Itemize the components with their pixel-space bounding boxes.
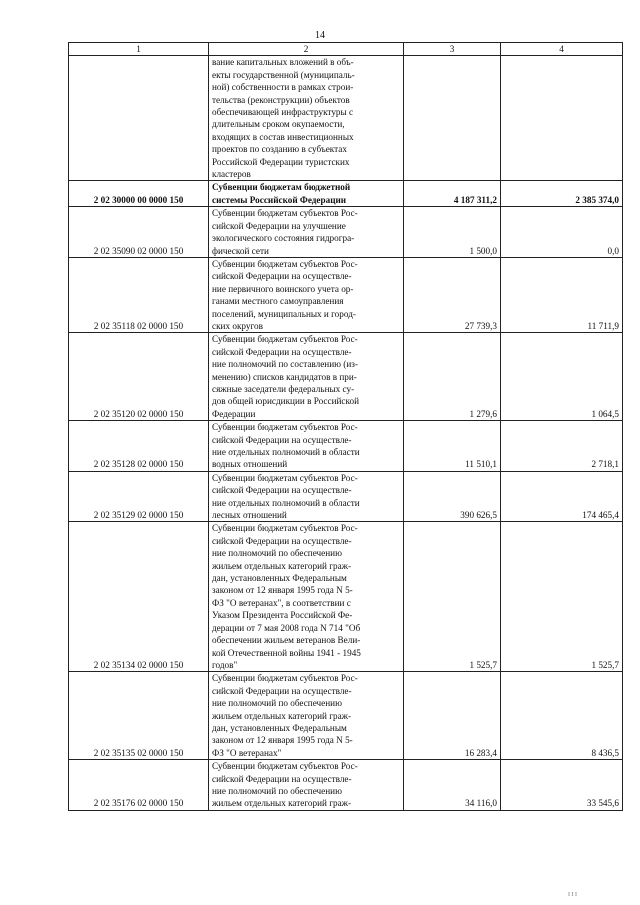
amount-column-3-cell: [404, 522, 501, 672]
description-cell: [209, 333, 404, 421]
amount-column-4-cell: [501, 760, 623, 811]
amount-column-4-cell: [501, 471, 623, 522]
budget-code-text: 2 02 35135 02 0000 150: [93, 747, 184, 758]
description-cell: [209, 760, 404, 811]
amount-column-4-cell: [501, 522, 623, 672]
amount-column-3-text: 1 525,7: [469, 659, 497, 670]
amount-column-3-text: 390 626,5: [460, 510, 497, 521]
column-header: 2: [209, 43, 404, 56]
description-text: Субвенции бюджетам субъектов Рос- сийской Федерации на осуществле- ние отдельных полномочий в области лесных отношений: [212, 472, 360, 521]
header-row: [69, 43, 623, 56]
budget-code-text: 2 02 35120 02 0000 150: [93, 408, 184, 419]
table-body: [69, 43, 623, 811]
description-cell: [209, 421, 404, 472]
amount-column-4-cell: [501, 207, 623, 258]
amount-column-4-text: 1 525,7: [591, 659, 619, 670]
table-row: [69, 522, 623, 672]
column-header: 1: [69, 43, 209, 56]
amount-column-3-cell: [404, 207, 501, 258]
amount-column-4-text: 8 436,5: [591, 747, 619, 758]
description-cell: [209, 522, 404, 672]
amount-column-3-text: 1 500,0: [469, 245, 497, 256]
budget-code-cell: [69, 56, 209, 181]
budget-code-cell: [69, 471, 209, 522]
amount-column-4-text: 174 465,4: [582, 510, 619, 521]
table-row: [69, 181, 623, 207]
description-text: Субвенции бюджетам субъектов Рос- сийской Федерации на улучшение экологического состояния гидрогра- фической сети: [212, 208, 358, 256]
amount-column-4-cell: [501, 672, 623, 760]
table-row: [69, 471, 623, 522]
amount-column-3-cell: [404, 181, 501, 207]
amount-column-4-text: 1 064,5: [591, 408, 619, 419]
amount-column-3-text: 16 283,4: [464, 747, 497, 758]
amount-column-3-text: 11 510,1: [465, 459, 497, 470]
budget-code-text: 2 02 35134 02 0000 150: [93, 659, 184, 670]
description-cell: [209, 56, 404, 181]
description-text: Субвенции бюджетам субъектов Рос- сийской Федерации на осуществле- ние полномочий по обеспечению жильем отдельных категорий граж- дан, установленных Федеральным законом от 12 января 1995 года N 5- ФЗ "О ветеранах": [212, 673, 358, 758]
description-text: Субвенции бюджетам субъектов Рос- сийской Федерации на осуществле- ние первичного воинского учета ор- ганами местного самоуправления поселений, муниципальных и город- ских округов: [212, 258, 358, 331]
table-row: [69, 257, 623, 332]
table-row: [69, 672, 623, 760]
amount-column-3-cell: [404, 56, 501, 181]
amount-column-3-text: 27 739,3: [464, 320, 497, 331]
description-cell: [209, 672, 404, 760]
description-cell: [209, 181, 404, 207]
table-row: [69, 421, 623, 472]
amount-column-4-cell: [501, 257, 623, 332]
description-text: Субвенции бюджетам субъектов Рос- сийской Федерации на осуществле- ние полномочий по обеспечению жильем отдельных категорий граж-: [212, 761, 358, 809]
amount-column-4-cell: [501, 333, 623, 421]
amount-column-3-cell: [404, 471, 501, 522]
budget-code-text: 2 02 35118 02 0000 150: [93, 320, 184, 331]
table-row: [69, 207, 623, 258]
amount-column-3-text: 4 187 311,2: [453, 194, 497, 205]
description-cell: [209, 257, 404, 332]
description-text: Субвенции бюджетам субъектов Рос- сийской Федерации на осуществле- ние полномочий по обеспечению жильем отдельных категорий граж- дан, установленных Федеральным законом от 12 января 1995 года N 5- ФЗ "О ветеранах", в соответствии с Указом Президента Российской Фе- дерации от 7 мая 2008 года N 714 "Об обеспечении жильем ветеранов Вели- кой Отечественной войны 1941 - 1945 годов": [212, 523, 361, 670]
column-header: 3: [404, 43, 501, 56]
budget-code-cell: [69, 207, 209, 258]
amount-column-4-cell: [501, 181, 623, 207]
description-text: Субвенции бюджетам субъектов Рос- сийской Федерации на осуществле- ние полномочий по составлению (из- менению) списков кандидатов в при- сяжные заседатели федеральных су- дов общей юрисдикции в Российской Федерации: [212, 334, 360, 419]
description-cell: [209, 207, 404, 258]
budget-code-text: 2 02 35176 02 0000 150: [93, 798, 184, 809]
amount-column-3-cell: [404, 421, 501, 472]
amount-column-4-cell: [501, 421, 623, 472]
amount-column-4-text: 2 718,1: [591, 459, 619, 470]
column-header: 4: [501, 43, 623, 56]
page-number: 14: [315, 30, 325, 41]
amount-column-3-cell: [404, 672, 501, 760]
budget-code-text: 2 02 35128 02 0000 150: [93, 459, 184, 470]
amount-column-4-text: 2 385 374,0: [575, 194, 619, 205]
amount-column-3-cell: [404, 333, 501, 421]
amount-column-4-text: 33 545,6: [586, 798, 619, 809]
budget-code-cell: [69, 333, 209, 421]
budget-code-text: 2 02 35129 02 0000 150: [93, 510, 184, 521]
description-cell: [209, 471, 404, 522]
description-text: Субвенции бюджетам бюджетной системы Российской Федерации: [212, 182, 351, 205]
budget-code-text: 2 02 35090 02 0000 150: [93, 245, 184, 256]
description-text: Субвенции бюджетам субъектов Рос- сийской Федерации на осуществле- ние отдельных полномочий в области водных отношений: [212, 422, 360, 470]
corner-mark: I I I: [568, 892, 577, 898]
amount-column-3-text: 1 279,6: [469, 408, 497, 419]
amount-column-4-cell: [501, 56, 623, 181]
budget-code-cell: [69, 760, 209, 811]
table-row: [69, 760, 623, 811]
budget-code-cell: [69, 421, 209, 472]
amount-column-3-cell: [404, 257, 501, 332]
table-row: [69, 56, 623, 181]
description-text: вание капитальных вложений в объ- екты государственной (муниципаль- ной) собственности в рамках строи- тельства (реконструкции) объектов обеспечивающей инфраструктуры с длительным сроком окупаемости, входящих в состав инвестиционных проектов по созданию в субъектах Российской Федерации туристских кластеров: [212, 57, 355, 180]
amount-column-3-text: 34 116,0: [465, 798, 497, 809]
budget-table: [68, 42, 623, 811]
amount-column-3-cell: [404, 760, 501, 811]
budget-code-text: 2 02 30000 00 0000 150: [93, 194, 184, 205]
budget-code-cell: [69, 672, 209, 760]
amount-column-4-text: 0,0: [607, 245, 619, 256]
table-row: [69, 333, 623, 421]
amount-column-4-text: 11 711,9: [587, 320, 619, 331]
budget-code-cell: [69, 181, 209, 207]
budget-code-cell: [69, 257, 209, 332]
budget-code-cell: [69, 522, 209, 672]
